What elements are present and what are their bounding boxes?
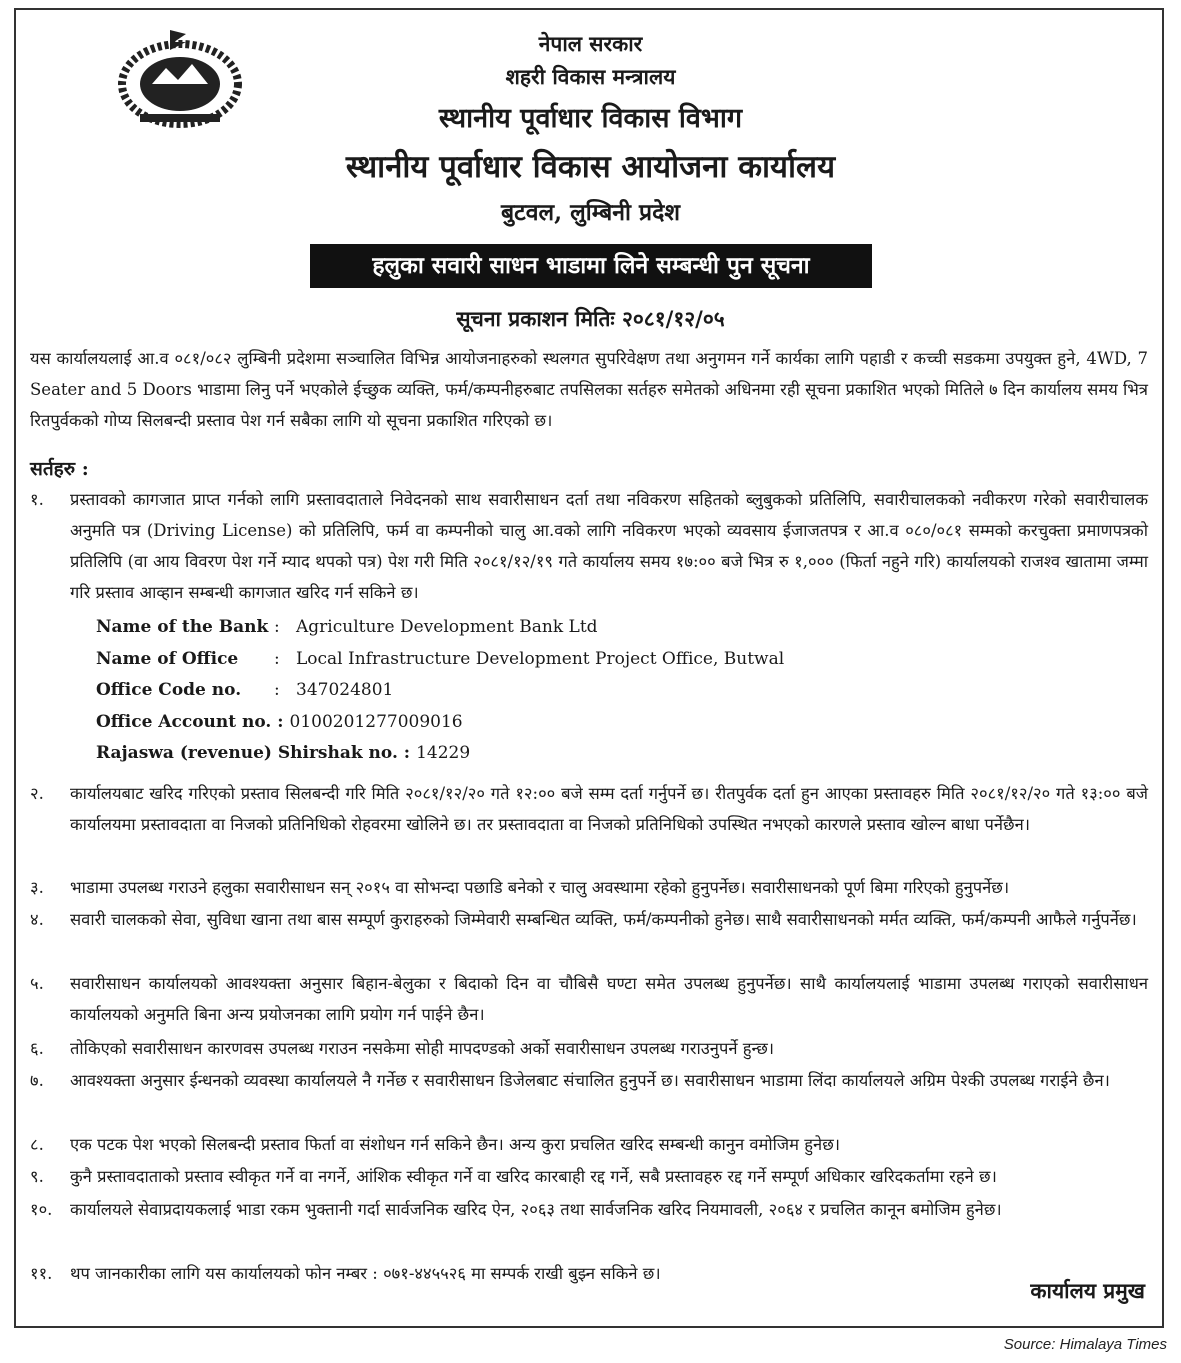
term-number: ४. xyxy=(30,910,44,929)
code-label: Office Code no. xyxy=(96,680,242,700)
term-item xyxy=(30,1129,1148,1160)
bank-details xyxy=(96,612,784,770)
term-item xyxy=(30,1161,1148,1192)
bank-label: Name of the Bank xyxy=(96,617,269,637)
department-name: स्थानीय पूर्वाधार विकास विभाग xyxy=(438,103,743,134)
terms-heading: सर्तहरु : xyxy=(30,458,89,480)
term-text: एक पटक पेश भएको सिलबन्दी प्रस्ताव फिर्ता वा संशोधन गर्न सकिने छैन। अन्य कुरा प्रचलित खरिद सम्बन्धी कानुन वमोजिम हुनेछ। xyxy=(70,1135,841,1154)
term-text: कुनै प्रस्तावदाताको प्रस्ताव स्वीकृत गर्ने वा नगर्ने, आंशिक स्वीकृत गर्ने वा खरिद कारबाही रद्द गर्ने, सबै प्रस्तावहरु रद्द गर्ने सम्पूर्ण अधिकार खरिदकर्तामा रहने छ। xyxy=(70,1167,997,1186)
ministry-name: शहरी विकास मन्त्रालय xyxy=(505,64,676,89)
term-number: ३. xyxy=(30,878,44,897)
term-item xyxy=(30,1194,1148,1225)
office-label: Name of Office xyxy=(96,648,239,669)
term-item xyxy=(30,968,1148,1030)
source-credit: Source: Himalaya Times xyxy=(1003,1336,1167,1353)
notice-title-banner: हलुका सवारी साधन भाडामा लिने सम्बन्धी पुन सूचना xyxy=(310,244,872,288)
term-text: सवारीसाधन कार्यालयको आवश्यक्ता अनुसार बिहान-बेलुका र बिदाको दिन वा चौबिसै घण्टा समेत उपलब्ध हुनुपर्नेछ। साथै कार्यालयलाई भाडामा उपलब्ध गराएको सवारीसाधन कार्यालयको अनुमति बिना अन्य प्रयोजनका लागि प्रयोग गर्न पाईने छैन। xyxy=(70,974,1148,1024)
account-value: 0100201277009016 xyxy=(289,711,463,732)
bank-row: Name of the Bank : Agriculture Development Bank Ltd xyxy=(96,612,784,644)
revenue-label: Rajaswa (revenue) Shirshak no. : xyxy=(96,743,411,763)
office-row: Name of Office : Local Infrastructure Development Project Office, Butwal xyxy=(96,644,784,676)
office-name: स्थानीय पूर्वाधार विकास आयोजना कार्यालय xyxy=(345,149,836,185)
revenue-value: 14229 xyxy=(416,743,471,763)
term-text: आवश्यक्ता अनुसार ईन्धनको व्यवस्था कार्यालयले नै गर्नेछ र सवारीसाधन डिजेलबाट संचालित हुनुपर्ने छ। सवारीसाधन भाडामा लिंदा कार्यालयले अग्रिम पेश्की उपलब्ध गराईने छैन। xyxy=(70,1071,1110,1090)
term-text: भाडामा उपलब्ध गराउने हलुका सवारीसाधन सन् २०१५ वा सोभन्दा पछाडि बनेको र चालु अवस्थामा रहेको हुनुपर्नेछ। सवारीसाधनको पूर्ण बिमा गरिएको हुनुपर्नेछ। xyxy=(70,878,1010,897)
term-number: ६. xyxy=(30,1039,44,1058)
code-row: Office Code no. : 347024801 xyxy=(96,675,784,707)
term-number: ५. xyxy=(30,974,44,993)
term-item xyxy=(30,778,1148,840)
term-item xyxy=(30,1258,1148,1289)
term-number: ९. xyxy=(30,1167,44,1186)
term-number: १. xyxy=(30,490,44,509)
account-label: Office Account no. : xyxy=(96,711,284,732)
term-text: तोकिएको सवारीसाधन कारणवस उपलब्ध गराउन नसकेमा सोही मापदण्डको अर्को सवारीसाधन उपलब्ध गराउनुपर्ने हुन्छ। xyxy=(70,1039,775,1058)
term-number: २. xyxy=(30,784,44,803)
govt-name: नेपाल सरकार xyxy=(538,31,643,56)
term-number: १०. xyxy=(30,1200,53,1219)
signature-office-chief: कार्यालय प्रमुख xyxy=(1030,1278,1145,1303)
term-item xyxy=(30,484,1148,608)
account-row xyxy=(96,707,784,739)
term-text: सवारी चालकको सेवा, सुविधा खाना तथा बास सम्पूर्ण कुराहरुको जिम्मेवारी सम्बन्धित व्यक्ति, फर्म/कम्पनीको हुनेछ। साथै सवारीसाधनको मर्मत व्यक्ति, फर्म/कम्पनी आफैले गर्नुपर्नेछ। xyxy=(70,910,1137,929)
term-item xyxy=(30,1033,1148,1064)
intro-paragraph: यस कार्यालयलाई आ.व ०८१/०८२ लुम्बिनी प्रदेशमा सञ्चालित विभिन्न आयोजनाहरुको स्थलगत सुपरिवेक्षण तथा अनुगमन गर्ने कार्यका लागि पहाडी र कच्ची सडकमा उपयुक्त हुने, 4WD, 7 Seater and 5 Doors भाडामा लिनु पर्ने भएकोले ईच्छुक व्यक्ति, फर्म/कम्पनीहरुबाट तपसिलका सर्तहरु समेतको अधिनमा रही सूचना प्रकाशित भएको मितिले ७ दिन कार्यालय समय भित्र रितपुर्वकको गोप्य सिलबन्दी प्रस्ताव पेश गर्न सबैका लागि यो सूचना प्रकाशित गरिएको छ। xyxy=(30,349,1148,430)
term-item xyxy=(30,904,1148,935)
bank-value: Agriculture Development Bank Ltd xyxy=(296,617,598,637)
office-value: Local Infrastructure Development Project Office, Butwal xyxy=(296,648,785,669)
term-number: ११. xyxy=(30,1264,53,1283)
term-number: ७. xyxy=(30,1071,44,1090)
office-location: बुटवल, लुम्बिनी प्रदेश xyxy=(501,199,680,226)
term-number: ८. xyxy=(30,1135,44,1154)
term-text: कार्यालयले सेवाप्रदायकलाई भाडा रकम भुक्तानी गर्दा सार्वजनिक खरिद ऐन, २०६३ तथा सार्वजनिक खरिद नियमावली, २०६४ र प्रचलित कानून बमोजिम हुनेछ। xyxy=(70,1200,1002,1219)
code-value: 347024801 xyxy=(296,680,394,700)
revenue-row xyxy=(96,738,784,770)
term-text: थप जानकारीका लागि यस कार्यालयको फोन नम्बर : ०७१-४४५५२६ मा सम्पर्क राखी बुझ्न सकिने छ। xyxy=(70,1264,661,1283)
term-text: प्रस्तावको कागजात प्राप्त गर्नको लागि प्रस्तावदाताले निवेदनको साथ सवारीसाधन दर्ता तथा नविकरण सहितको ब्लुबुकको प्रतिलिपि, सवारीचालकको नवीकरण गरेको सवारीचालक अनुमति पत्र (Driving License) को प्रतिलिपि, फर्म वा कम्पनीको चालु आ.वको लागि नविकरण भएको व्यवसाय ईजाजतपत्र र आ.व ०८०/०८१ सम्मको करचुक्ता प्रमाणपत्रको प्रतिलिपि (वा आय विवरण पेश गर्ने म्याद थपको पत्र) पेश गरी मिति २०८१/१२/१९ गते कार्यालय समय १७:०० बजे भित्र रु १,००० (फिर्ता नहुने गरि) कार्यालयको राजश्व खातामा जम्मा गरि प्रस्ताव आव्हान सम्बन्धी कागजात खरिद गर्न सकिने छ। xyxy=(70,490,1148,602)
term-text: कार्यालयबाट खरिद गरिएको प्रस्ताव सिलबन्दी गरि मिति २०८१/१२/२० गते १२:०० बजे सम्म दर्ता गर्नुपर्ने छ। रीतपुर्वक दर्ता हुन आएका प्रस्तावहरु मिति २०८१/१२/२० गते १३:०० बजे कार्यालयमा प्रस्तावदाता वा निजको प्रतिनिधिको रोहवरमा खोलिने छ। तर प्रस्तावदाता वा निजको प्रतिनिधिको उपस्थित नभएको कारणले प्रस्ताव खोल्न बाधा पर्नेछैन। xyxy=(70,784,1148,834)
term-item xyxy=(30,872,1148,903)
publication-date: सूचना प्रकाशन मितिः २०८१/१२/०५ xyxy=(456,306,725,331)
term-item xyxy=(30,1065,1148,1096)
